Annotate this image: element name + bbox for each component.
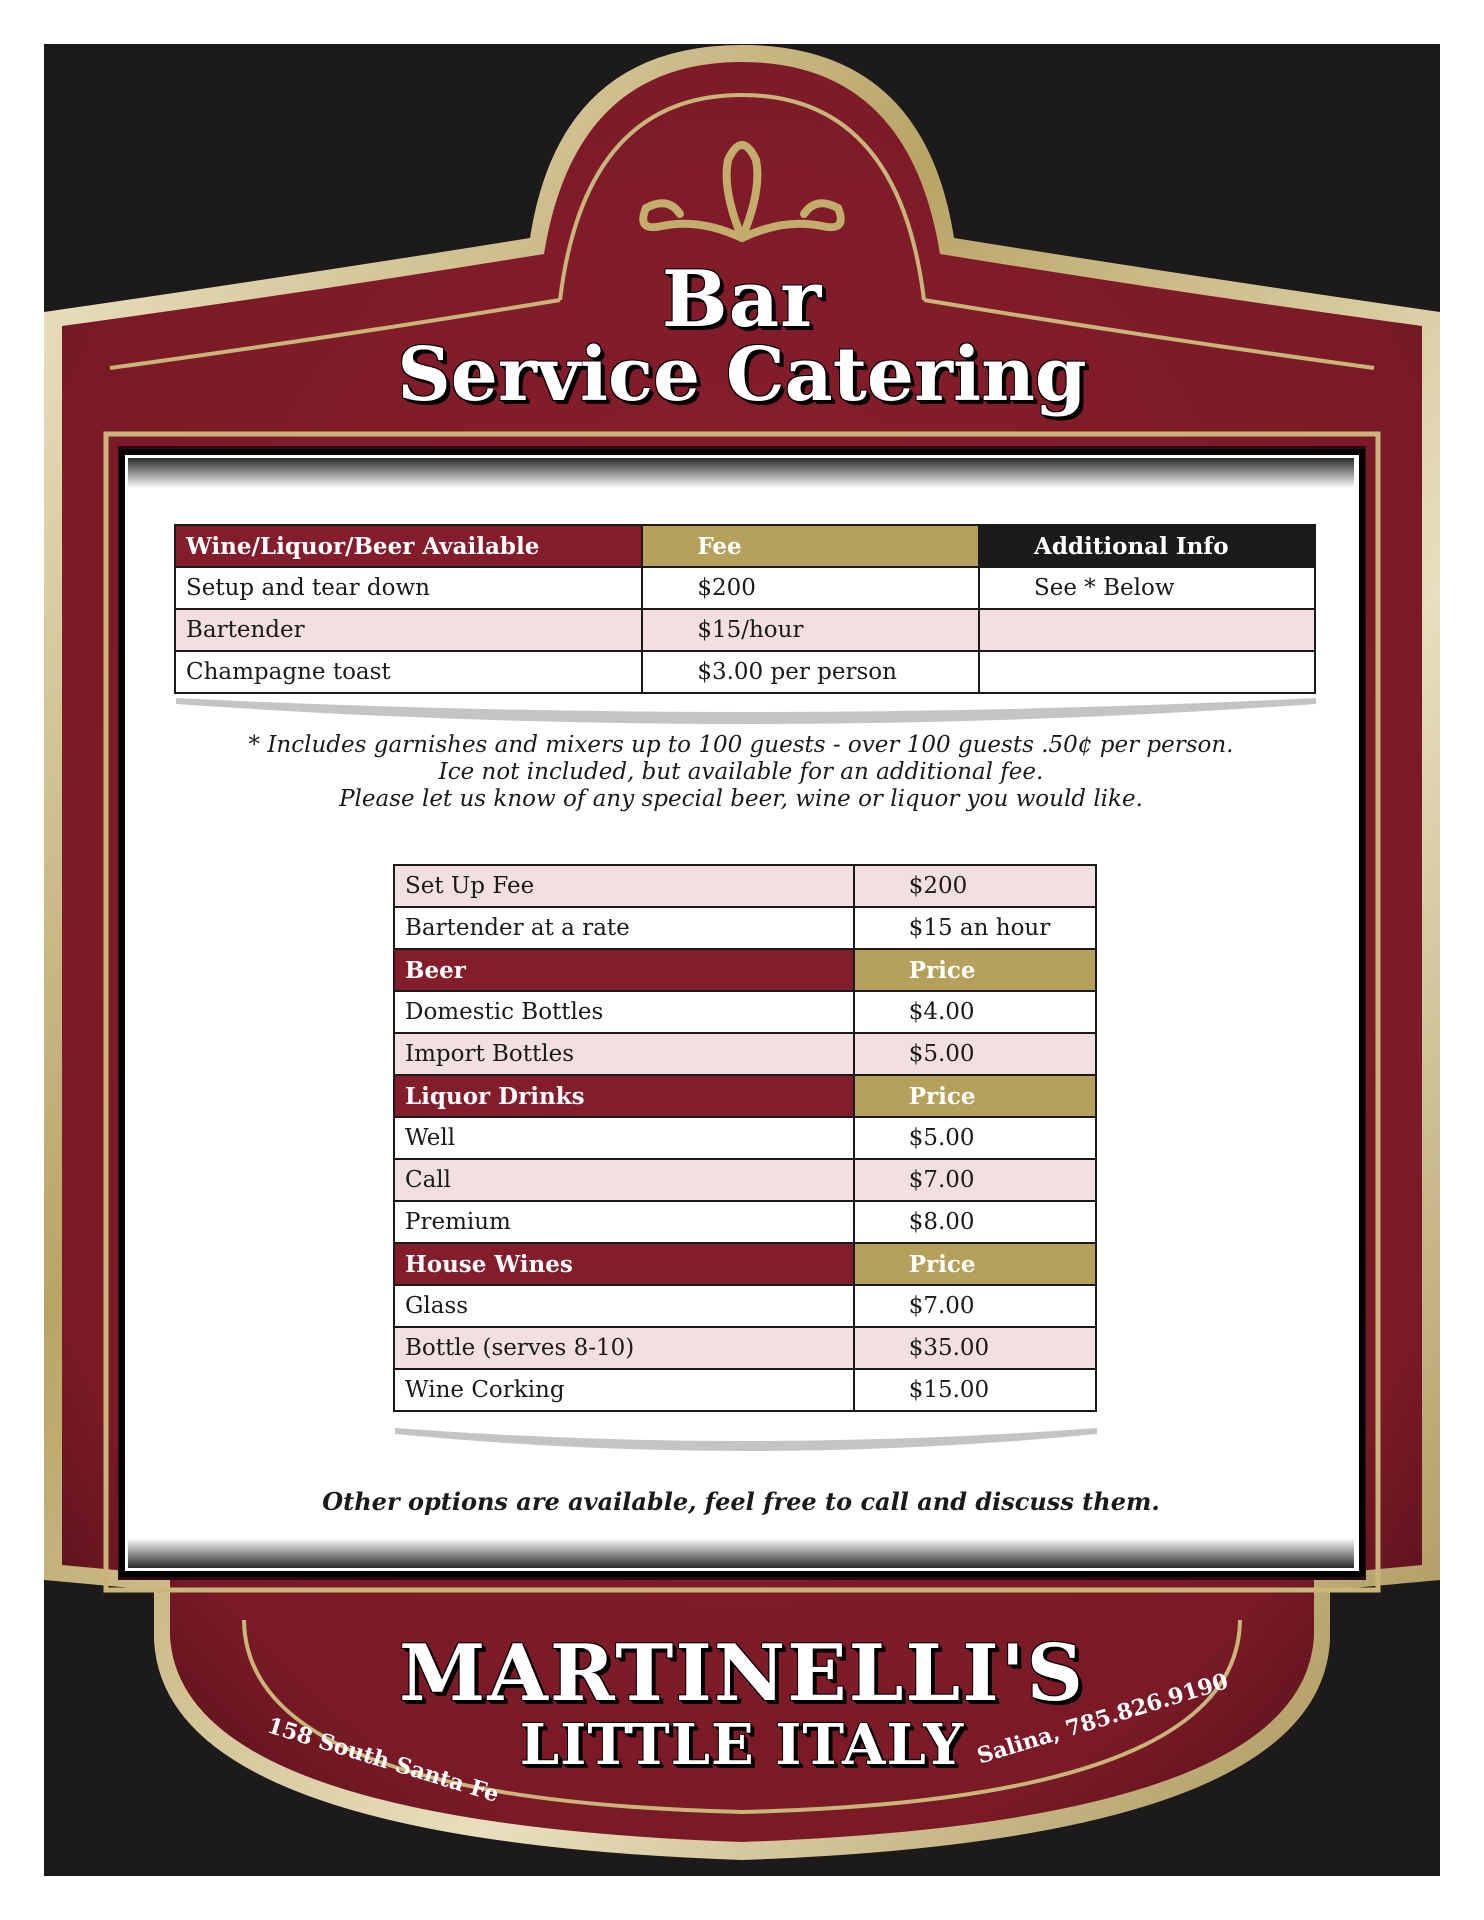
table-row — [394, 907, 1096, 949]
table-row — [394, 1201, 1096, 1243]
note-special-requests: Please let us know of any special beer, wine or liquor you would like. — [339, 786, 1143, 812]
section-header-price: Price — [854, 949, 1096, 991]
price-table-item: Premium — [394, 1201, 854, 1243]
price-table-item: Bottle (serves 8-10) — [394, 1327, 854, 1369]
section-header-price: Price — [854, 1075, 1096, 1117]
price-table-item: Import Bottles — [394, 1033, 854, 1075]
address-text: 158 South Santa Fe — [264, 1712, 502, 1808]
fee-table-header-item: Wine/Liquor/Beer Available — [175, 525, 642, 567]
fee-table-cell: Setup and tear down — [175, 567, 642, 609]
section-header-row — [394, 1243, 1096, 1285]
price-table-price: $8.00 — [854, 1201, 1096, 1243]
table-row — [175, 609, 1315, 651]
section-header-liquor: Liquor Drinks — [394, 1075, 854, 1117]
fee-table-header-fee: Fee — [642, 525, 979, 567]
fee-table-cell: $15/hour — [642, 609, 979, 651]
price-table-price: $5.00 — [854, 1033, 1096, 1075]
fee-table-cell — [979, 609, 1315, 651]
city-phone-text: Salina, 785.826.9190 — [974, 1668, 1232, 1770]
table-row — [394, 1117, 1096, 1159]
table-row — [175, 567, 1315, 609]
fee-table-cell: $3.00 per person — [642, 651, 979, 693]
price-table-item: Well — [394, 1117, 854, 1159]
price-table-price: $4.00 — [854, 991, 1096, 1033]
fee-table-header-info: Additional Info — [979, 525, 1315, 567]
table-row — [394, 1369, 1096, 1411]
fee-table-header-row — [175, 525, 1315, 567]
closing-note: Other options are available, feel free to call and discuss them. — [322, 1487, 1160, 1516]
title-line-1: Bar — [661, 254, 823, 345]
price-table-price: $7.00 — [854, 1159, 1096, 1201]
note-ice: Ice not included, but available for an additional fee. — [438, 759, 1044, 785]
brand-subtitle: LITTLE ITALY — [519, 1712, 965, 1778]
section-header-wines: House Wines — [394, 1243, 854, 1285]
table-row — [394, 1327, 1096, 1369]
table-row — [394, 991, 1096, 1033]
title-line-2: Service Catering — [397, 332, 1087, 418]
price-table-price: $15 an hour — [854, 907, 1096, 949]
fee-table-cell: Champagne toast — [175, 651, 642, 693]
table-row — [175, 651, 1315, 693]
brand-name: MARTINELLI'S — [399, 1628, 1085, 1719]
section-header-row — [394, 949, 1096, 991]
note-garnishes: * Includes garnishes and mixers up to 100 guests - over 100 guests .50¢ per person. — [248, 732, 1234, 758]
price-table-item: Call — [394, 1159, 854, 1201]
table-row — [394, 1285, 1096, 1327]
price-table-price: $5.00 — [854, 1117, 1096, 1159]
section-header-beer: Beer — [394, 949, 854, 991]
price-table-item: Wine Corking — [394, 1369, 854, 1411]
fee-table-cell: See * Below — [979, 567, 1315, 609]
price-table-item: Bartender at a rate — [394, 907, 854, 949]
price-table-item: Set Up Fee — [394, 865, 854, 907]
fee-table-cell: $200 — [642, 567, 979, 609]
price-table-price: $15.00 — [854, 1369, 1096, 1411]
price-table-item: Domestic Bottles — [394, 991, 854, 1033]
price-table-price: $35.00 — [854, 1327, 1096, 1369]
section-header-price: Price — [854, 1243, 1096, 1285]
price-table-price: $7.00 — [854, 1285, 1096, 1327]
fee-table-cell: Bartender — [175, 609, 642, 651]
price-table-price: $200 — [854, 865, 1096, 907]
section-header-row — [394, 1075, 1096, 1117]
price-table-item: Glass — [394, 1285, 854, 1327]
fee-table-cell — [979, 651, 1315, 693]
table-row — [394, 1033, 1096, 1075]
table-row — [394, 1159, 1096, 1201]
fee-table — [174, 524, 1316, 694]
price-table — [393, 864, 1097, 1412]
table-row — [394, 865, 1096, 907]
